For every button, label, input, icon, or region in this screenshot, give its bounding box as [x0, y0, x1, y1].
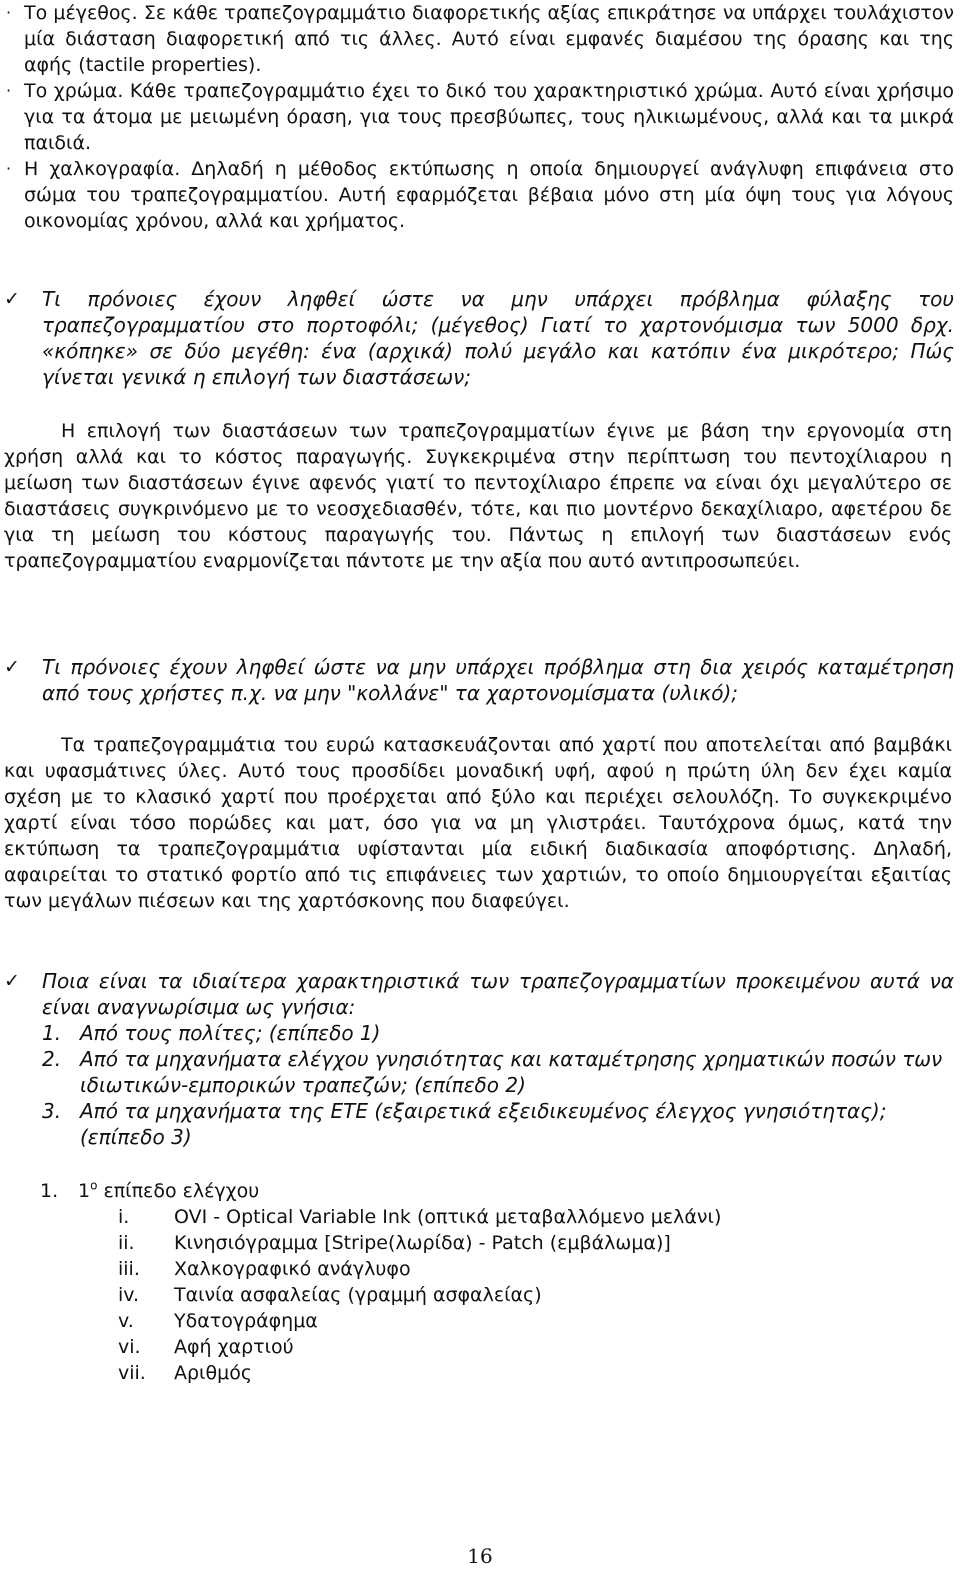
feature-text: Ταινία ασφαλείας (γραμμή ασφαλείας)	[174, 1284, 542, 1306]
feature-text: Αριθμός	[174, 1362, 252, 1384]
list-text: Από τους πολίτες; (επίπεδο 1)	[80, 1021, 381, 1045]
level-number: 1.	[40, 1180, 59, 1202]
roman-number: iii.	[118, 1258, 140, 1280]
level-title-sup: ο	[90, 1178, 98, 1193]
list-item	[42, 1098, 954, 1150]
feature-text: OVI - Optical Variable Ink (οπτικά μεταβαλλόμενο μελάνι)	[174, 1206, 722, 1228]
question-1	[4, 286, 954, 390]
list-item	[42, 1046, 954, 1098]
bullet-icon: ·	[6, 81, 12, 100]
bullet-text: Η χαλκογραφία. Δηλαδή η μέθοδος εκτύπωσης η οποία δημιουργεί ανάγλυφη επιφάνεια στο σώμα του τραπεζογραμματίου. Αυτή εφαρμόζεται βέβαια μόνο στη μία όψη τους για λόγους οικονομίας χρόνου, αλλά και χρήματος.	[24, 158, 954, 232]
bullet-list	[4, 0, 954, 234]
bullet-item	[4, 0, 954, 78]
roman-number: ii.	[118, 1232, 135, 1254]
level-1-heading	[40, 1178, 940, 1204]
list-text: Από τα μηχανήματα ελέγχου γνησιότητας και καταμέτρησης χρηματικών ποσών των ιδιωτικών-εμπορικών τραπεζών; (επίπεδο 2)	[80, 1047, 943, 1097]
question-text: Ποια είναι τα ιδιαίτερα χαρακτηριστικά των τραπεζογραμματίων προκειμένου αυτά να είναι αναγνωρίσιμα ως γνήσια:	[42, 969, 954, 1019]
roman-number: vii.	[118, 1362, 146, 1384]
feature-item	[118, 1256, 940, 1282]
feature-item	[118, 1308, 940, 1334]
feature-text: Κινησιόγραμμα [Stripe(λωρίδα) - Patch (εμβάλωμα)]	[174, 1232, 671, 1254]
question-3	[4, 968, 954, 1150]
answer-paragraph-2: Τα τραπεζογραμμάτια του ευρώ κατασκευάζονται από χαρτί που αποτελείται από βαμβάκι και υφασμάτινες ύλες. Αυτό τους προσδίδει μοναδική υφή, αφού η πρώτη ύλη δεν έχει καμία σχέση με το κλασικό χαρτί που προέρχεται από ξύλο και περιέχει σελουλόζη. Το συγκεκριμένο χαρτί είναι τόσο πορώδες και ματ, όσο για να μη γλιστράει. Ταυτόχρονα όμως, κατά την εκτύπωση τα τραπεζογραμμάτια υφίστανται μία ειδική διαδικασία αποφόρτισης. Δηλαδή, αφαιρείται το στατικό φορτίο από τις επιφάνειες των χαρτιών, το οποίο δημιουργείται εξαιτίας των μεγάλων πιέσεων και της χαρτόσκονης που διαφεύγει.	[4, 734, 952, 912]
feature-item	[118, 1334, 940, 1360]
bullet-item	[4, 78, 954, 156]
roman-number: i.	[118, 1206, 130, 1228]
roman-number: vi.	[118, 1336, 141, 1358]
list-number: 3.	[42, 1099, 62, 1123]
bullet-icon: ·	[6, 159, 12, 178]
question-2	[4, 654, 954, 706]
feature-item	[118, 1204, 940, 1230]
bullet-item	[4, 156, 954, 234]
list-item	[42, 1020, 954, 1046]
page-number: 16	[467, 1544, 493, 1568]
feature-item	[118, 1360, 940, 1386]
roman-number: v.	[118, 1310, 134, 1332]
checkmark-icon: ✓	[4, 656, 20, 678]
bullet-text: Το χρώμα. Κάθε τραπεζογραμμάτιο έχει το δικό του χαρακτηριστικό χρώμα. Αυτό είναι χρήσιμο για τα άτομα με μειωμένη όραση, για τους πρεσβύωπες, τους ηλικιωμένους, αλλά και τα μικρά παιδιά.	[24, 80, 954, 154]
feature-text: Αφή χαρτιού	[174, 1336, 294, 1358]
feature-text: Χαλκογραφικό ανάγλυφο	[174, 1258, 411, 1280]
level-1-section	[40, 1178, 940, 1386]
level-1-features	[118, 1204, 940, 1386]
checkmark-icon: ✓	[4, 288, 20, 310]
feature-item	[118, 1282, 940, 1308]
feature-item	[118, 1230, 940, 1256]
list-text: Από τα μηχανήματα της ΕΤΕ (εξαιρετικά εξειδικευμένος έλεγχος γνησιότητας); (επίπεδο 3)	[80, 1099, 887, 1149]
question-text: Τι πρόνοιες έχουν ληφθεί ώστε να μην υπάρχει πρόβλημα στη δια χειρός καταμέτρηση από τους χρήστες π.χ. να μην "κολλάνε" τα χαρτονομίσματα (υλικό);	[42, 655, 954, 705]
bullet-icon: ·	[6, 3, 12, 22]
roman-number: iv.	[118, 1284, 140, 1306]
feature-text: Υδατογράφημα	[174, 1310, 318, 1332]
level-title-rest: επίπεδο ελέγχου	[97, 1180, 260, 1202]
checkmark-icon: ✓	[4, 970, 20, 992]
list-number: 2.	[42, 1047, 62, 1071]
list-number: 1.	[42, 1021, 62, 1045]
level-title-main: 1	[78, 1180, 91, 1202]
answer-paragraph-1: Η επιλογή των διαστάσεων των τραπεζογραμματίων έγινε με βάση την εργονομία στη χρήση αλλά και το κόστος παραγωγής. Συγκεκριμένα στην περίπτωση του πεντοχίλιαρου η μείωση των διαστάσεων έγινε αφενός γιατί το πεντοχίλιαρο έπρεπε να είναι όχι μεγαλύτερο σε διαστάσεις συγκρινόμενο με το νεοσχεδιασθέν, τότε, και πιο μοντέρνο δεκαχίλιαρο, αφετέρου δε για τη μείωση του κόστους παραγωγής του. Πάντως η επιλογή των διαστάσεων ενός τραπεζογραμματίου εναρμονίζεται πάντοτε με την αξία που αυτό αντιπροσωπεύει.	[4, 420, 952, 572]
question-text: Τι πρόνοιες έχουν ληφθεί ώστε να μην υπάρχει πρόβλημα φύλαξης του τραπεζογραμματίου στο πορτοφόλι; (μέγεθος) Γιατί το χαρτονόμισμα των 5000 δρχ. «κόπηκε» σε δύο μεγέθη: ένα (αρχικά) πολύ μεγάλο και κατόπιν ένα μικρότερο; Πώς γίνεται γενικά η επιλογή των διαστάσεων;	[42, 287, 954, 389]
question-3-list	[42, 1020, 954, 1150]
bullet-text: Το μέγεθος. Σε κάθε τραπεζογραμμάτιο διαφορετικής αξίας επικράτησε να υπάρχει τουλάχιστον μία διάσταση διαφορετική από τις άλλες. Αυτό είναι εμφανές διαμέσου της όρασης και της αφής (tactile properties).	[24, 2, 954, 76]
